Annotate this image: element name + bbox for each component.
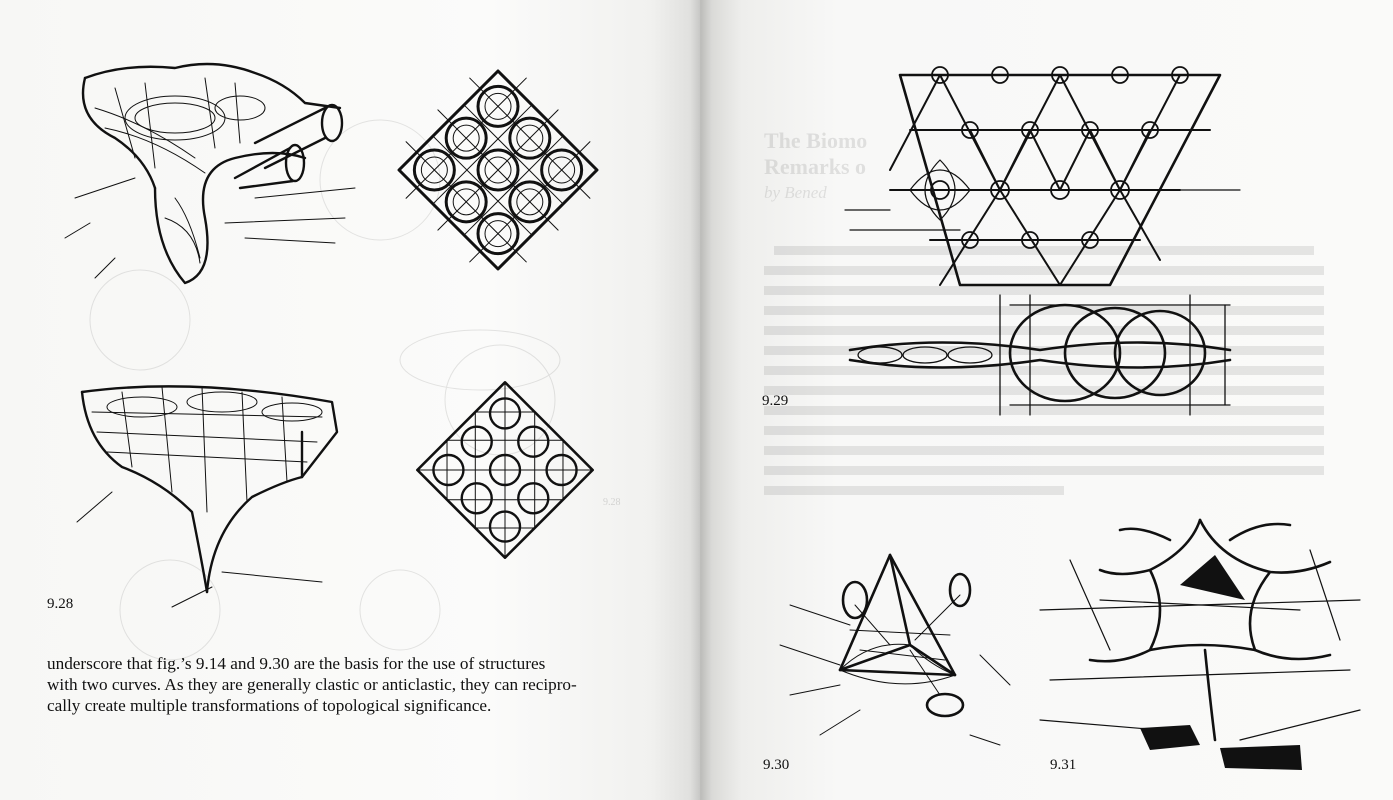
body-paragraph xyxy=(47,653,627,716)
figure-9-30-tetrahedral-node-sketch xyxy=(780,545,1010,755)
bleed-through-margin-label: 9.28 xyxy=(603,497,621,508)
figure-label-9-28: 9.28 xyxy=(47,596,74,612)
book-gutter xyxy=(690,0,712,800)
bleed-through-title-line-2: Remarks o xyxy=(764,154,867,179)
figure-9-29-triangular-lattice-plan xyxy=(850,60,1250,300)
figure-9-28-shell-lattice-plan xyxy=(405,370,605,570)
body-line-2: with two curves. As they are generally clastic or anticlastic, they can recipro- xyxy=(47,675,577,694)
bleed-through-byline: by Bened xyxy=(764,183,827,202)
figure-9-29-lattice-elevation xyxy=(840,295,1240,415)
body-line-3: cally create multiple transformations of topological significance. xyxy=(47,696,492,715)
figure-9-28-circle-lattice-plan xyxy=(388,70,608,270)
figure-label-9-31: 9.31 xyxy=(1050,757,1077,773)
figure-label-9-30: 9.30 xyxy=(763,757,790,773)
figure-9-31-branching-canopy-sketch xyxy=(1040,500,1360,780)
figure-label-9-29: 9.29 xyxy=(762,393,789,409)
bleed-through-title-line-1: The Biomo xyxy=(764,128,868,153)
figure-9-28-curved-tube-sketch xyxy=(55,48,355,293)
figure-9-28-shell-roof-perspective xyxy=(72,372,357,612)
body-line-1: underscore that fig.’s 9.14 and 9.30 are the basis for the use of structures xyxy=(47,654,546,673)
